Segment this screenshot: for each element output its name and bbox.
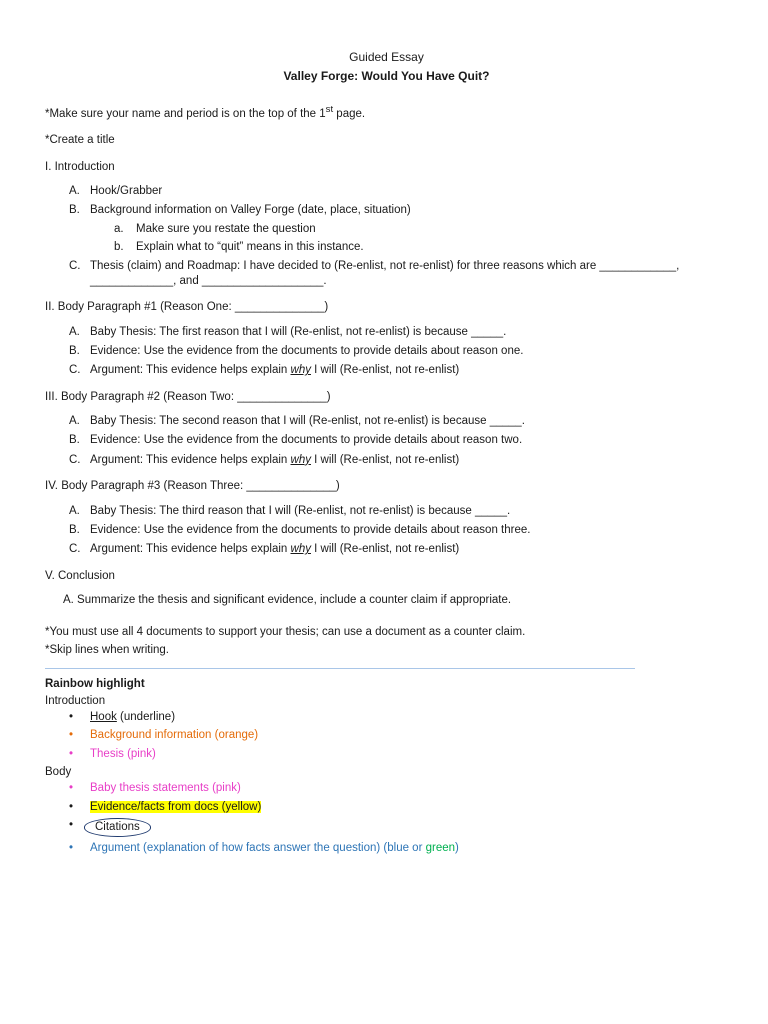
body1-evidence: Evidence: Use the evidence from the documents to provide details about reason one.: [90, 344, 524, 357]
list-item: [45, 710, 728, 724]
list-item: [45, 841, 728, 855]
rainbow-body-heading: Body: [45, 766, 72, 779]
body3-baby-thesis: Baby Thesis: The third reason that I will (Re-enlist, not re-enlist) is because _____.: [90, 504, 511, 517]
hook-grabber-text: Hook/Grabber: [90, 184, 163, 197]
evidence-yellow-text: Evidence/facts from docs (yellow): [90, 800, 262, 813]
argument-text: Argument: This evidence helps explain: [90, 364, 291, 377]
list-item: [45, 259, 728, 288]
rainbow-title: Rainbow highlight: [45, 678, 145, 691]
list-item: [45, 325, 728, 339]
final-notes: [45, 625, 728, 657]
body1-list: [45, 325, 728, 378]
list-marker: b.: [114, 241, 124, 254]
list-item: [45, 542, 728, 556]
name-note-text: *Make sure your name and period is on the top of the 1: [45, 107, 326, 120]
rainbow-intro-heading: Introduction: [45, 694, 106, 707]
why-emphasis: why: [290, 364, 311, 377]
list-marker: A.: [69, 325, 80, 338]
rainbow-highlight-section: [45, 677, 728, 855]
body2-heading: III. Body Paragraph #2 (Reason Two: ______________): [45, 390, 331, 403]
list-item: [45, 781, 728, 795]
explain-quit-text: Explain what to “quit” means in this instance.: [136, 241, 364, 254]
list-item: [45, 433, 728, 447]
bullet: •: [69, 841, 74, 854]
list-marker: B.: [69, 434, 80, 447]
body1-argument: [90, 364, 459, 376]
restate-question-text: Make sure you restate the question: [136, 222, 316, 235]
body2-argument: [90, 454, 459, 466]
introduction-list: [45, 184, 728, 288]
bullet: •: [69, 782, 74, 795]
list-marker: B.: [69, 523, 80, 536]
list-item: [45, 747, 728, 761]
divider-line: [45, 668, 635, 669]
list-item: [45, 800, 728, 814]
list-marker: B.: [69, 344, 80, 357]
conclusion-item: A. Summarize the thesis and significant evidence, include a counter claim if appropriate.: [63, 594, 512, 607]
bullet: •: [69, 729, 74, 742]
list-marker: A.: [69, 415, 80, 428]
argument-green-text: green: [425, 841, 456, 854]
rainbow-intro-list: [45, 710, 728, 761]
body2-evidence: Evidence: Use the evidence from the documents to provide details about reason two.: [90, 434, 523, 447]
list-marker: A.: [69, 184, 80, 197]
argument-text: Argument: This evidence helps explain: [90, 453, 291, 466]
list-item: [45, 414, 728, 428]
argument-blue-text: Argument (explanation of how facts answer the question) (blue or: [90, 841, 426, 854]
conclusion-heading: V. Conclusion: [45, 569, 115, 582]
argument-close-paren: ): [455, 841, 459, 854]
list-marker: B.: [69, 204, 80, 217]
document-title: Guided Essay: [349, 50, 424, 64]
bullet: •: [69, 710, 74, 723]
body3-argument: [90, 543, 459, 555]
argument-text-end: I will (Re-enlist, not re-enlist): [310, 543, 460, 556]
argument-text-end: I will (Re-enlist, not re-enlist): [310, 364, 460, 377]
name-period-note: [45, 104, 728, 121]
list-marker: C.: [69, 364, 81, 377]
list-item: [45, 453, 728, 467]
background-orange-text: Background information (orange): [90, 729, 259, 742]
title-block: [45, 50, 728, 84]
name-note-suffix: page.: [333, 107, 366, 120]
document-subtitle: Valley Forge: Would You Have Quit?: [283, 69, 490, 83]
why-emphasis: why: [290, 453, 311, 466]
body3-list: [45, 504, 728, 557]
body3-heading: IV. Body Paragraph #3 (Reason Three: ______________): [45, 480, 340, 493]
list-marker: C.: [69, 543, 81, 556]
name-note-superscript: st: [325, 104, 334, 115]
list-marker: C.: [69, 260, 81, 273]
introduction-heading: I. Introduction: [45, 160, 115, 173]
citations-oval: Citations: [84, 818, 151, 836]
rainbow-body-list: [45, 781, 728, 855]
list-item: [45, 818, 728, 836]
thesis-roadmap-text: Thesis (claim) and Roadmap: I have decided to (Re-enlist, not re-enlist) for three reasons which are ____________, _____________, and ___________________.: [90, 260, 680, 287]
list-marker: a.: [114, 222, 124, 235]
list-item: [90, 240, 728, 254]
background-info-text: Background information on Valley Forge (date, place, situation): [90, 204, 411, 217]
argument-text-end: I will (Re-enlist, not re-enlist): [310, 453, 460, 466]
list-item: [45, 363, 728, 377]
create-title-note: *Create a title: [45, 134, 115, 147]
body2-list: [45, 414, 728, 467]
bullet: •: [69, 819, 74, 832]
hook-word: Hook: [90, 710, 117, 723]
list-item: [45, 728, 728, 742]
list-item: [45, 504, 728, 518]
body1-heading: II. Body Paragraph #1 (Reason One: ______________): [45, 301, 329, 314]
list-item: [45, 203, 728, 254]
list-item: [90, 222, 728, 236]
argument-text: Argument: This evidence helps explain: [90, 543, 291, 556]
documents-note: *You must use all 4 documents to support your thesis; can use a document as a counter claim.: [45, 626, 526, 639]
body2-baby-thesis: Baby Thesis: The second reason that I will (Re-enlist, not re-enlist) is because _____.: [90, 415, 525, 428]
list-marker: C.: [69, 453, 81, 466]
list-marker: A.: [69, 504, 80, 517]
background-sublist: [90, 222, 728, 255]
bullet: •: [69, 747, 74, 760]
list-item: [45, 523, 728, 537]
baby-thesis-pink-text: Baby thesis statements (pink): [90, 782, 241, 795]
list-item: [45, 184, 728, 198]
why-emphasis: why: [290, 543, 311, 556]
body1-baby-thesis: Baby Thesis: The first reason that I will (Re-enlist, not re-enlist) is because _____.: [90, 325, 507, 338]
hook-rest: (underline): [116, 710, 176, 723]
thesis-pink-text: Thesis (pink): [90, 747, 156, 760]
body3-evidence: Evidence: Use the evidence from the documents to provide details about reason three.: [90, 523, 531, 536]
list-item: [45, 344, 728, 358]
skip-lines-note: *Skip lines when writing.: [45, 643, 170, 656]
bullet: •: [69, 800, 74, 813]
